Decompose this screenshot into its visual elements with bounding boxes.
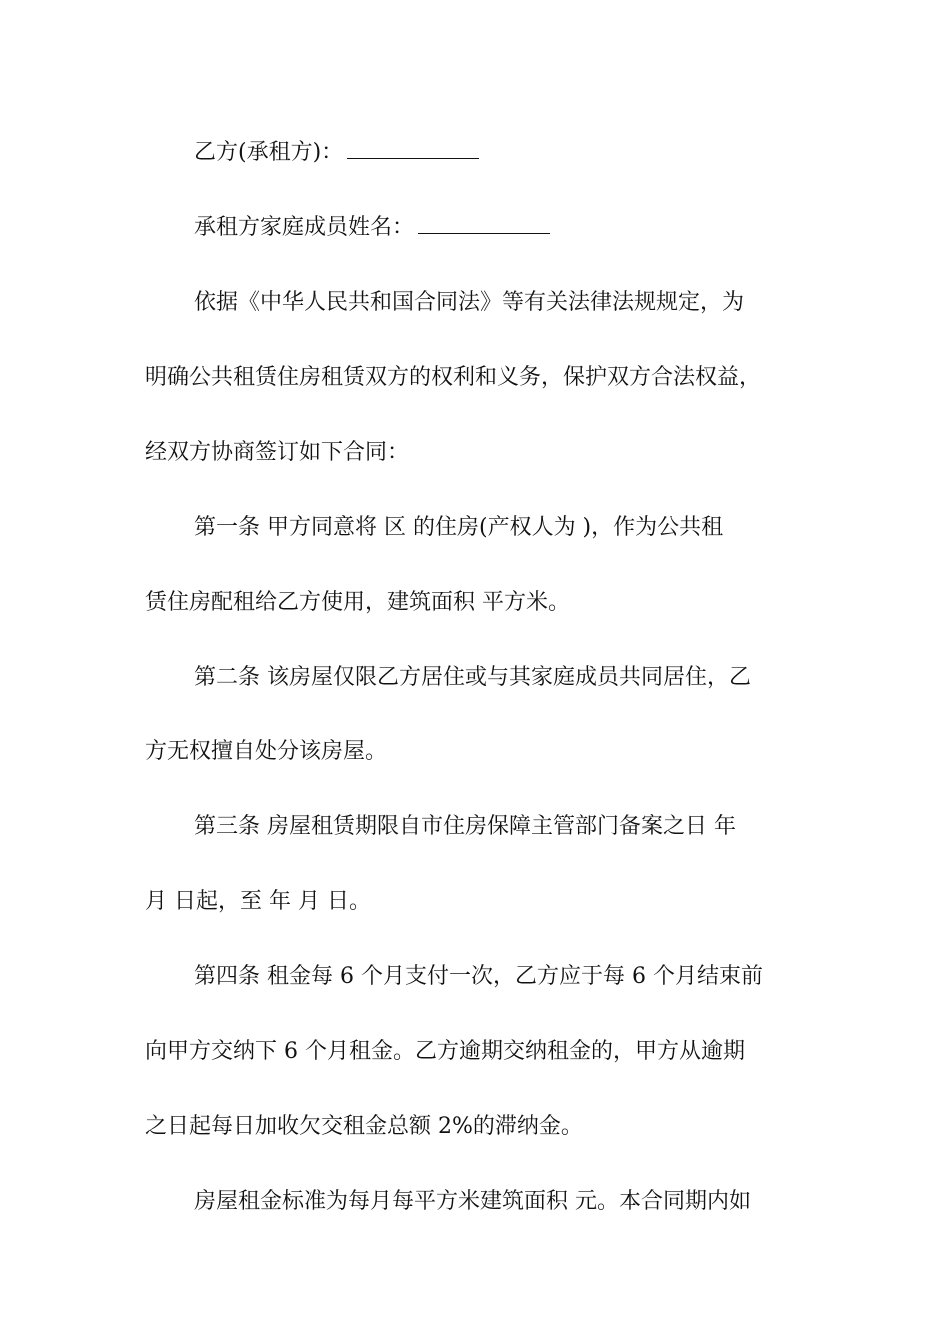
article-2-line-1: 第二条 该房屋仅限乙方居住或与其家庭成员共同居住，乙 <box>194 665 751 690</box>
article-4-line-1: 第四条 租金每 6 个月支付一次，乙方应于每 6 个月结束前 <box>194 964 763 989</box>
preamble-line-1: 依据《中华人民共和国合同法》等有关法律法规规定，为 <box>194 290 745 315</box>
tenant-blank <box>347 138 479 159</box>
preamble-line-3: 经双方协商签订如下合同： <box>145 440 410 465</box>
article-1-line-2: 赁住房配租给乙方使用，建筑面积 平方米。 <box>145 590 570 615</box>
family-members-field <box>194 213 550 243</box>
tenant-field <box>194 138 479 168</box>
article-4-line-3: 之日起每日加收欠交租金总额 2%的滞纳金。 <box>145 1114 583 1139</box>
article-4-line-2: 向甲方交纳下 6 个月租金。乙方逾期交纳租金的，甲方从逾期 <box>145 1039 745 1064</box>
article-1-line-1: 第一条 甲方同意将 区 的住房(产权人为 )，作为公共租 <box>194 515 724 540</box>
rent-standard-line-1: 房屋租金标准为每月每平方米建筑面积 元。本合同期内如 <box>194 1189 751 1214</box>
tenant-label: 乙方(承租方)： <box>194 140 344 165</box>
article-3-line-2: 月 日起，至 年 月 日。 <box>145 889 371 914</box>
preamble-line-2: 明确公共租赁住房租赁双方的权利和义务，保护双方合法权益， <box>145 365 762 390</box>
article-3-line-1: 第三条 房屋租赁期限自市住房保障主管部门备案之日 年 <box>194 814 736 839</box>
article-2-line-2: 方无权擅自处分该房屋。 <box>145 739 388 764</box>
family-members-blank <box>418 213 550 234</box>
family-members-label: 承租方家庭成员姓名： <box>194 215 415 240</box>
